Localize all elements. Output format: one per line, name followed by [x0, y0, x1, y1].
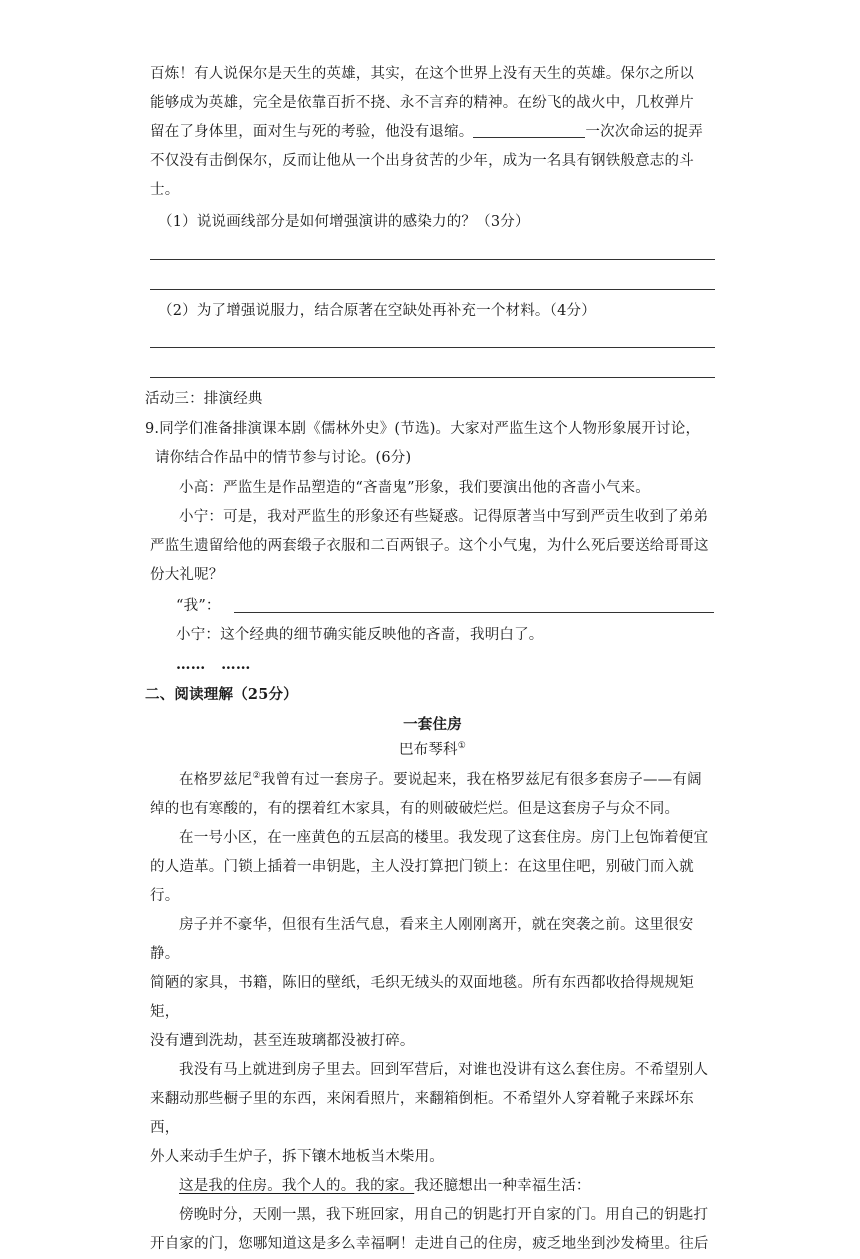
- speech-passage: [150, 60, 715, 205]
- article-body: [150, 766, 718, 1259]
- article-paragraph: 在一号小区，在一座黄色的五层高的楼里。我发现了这套住房。房门上包饰着便宜: [179, 830, 709, 846]
- passage-line: 留在了身体里，面对生与死的考验，他没有退缩。 一次次命运的捉弄: [150, 124, 704, 140]
- answer-line[interactable]: [150, 347, 715, 348]
- fill-blank[interactable]: [473, 123, 585, 138]
- article-paragraph: 这是我的住房。我个人的。我的家。我还臆想出一种幸福生活：: [179, 1178, 591, 1194]
- question-9: [145, 415, 720, 473]
- dialogue-xiaoning-cont: 严监生遗留给他的两套缎子衣服和二百两银子。这个小气鬼，为什么死后要送给哥哥这: [150, 538, 709, 554]
- dialogue-xiaogao: 小高：严监生是作品塑造的“吝啬鬼”形象，我们要演出他的吝啬小气来。: [179, 480, 650, 496]
- article-line: 没有遭到洗劫，甚至连玻璃都没被打碎。: [150, 1033, 415, 1049]
- footnote-marker: ①: [457, 741, 467, 751]
- dialogue-xiaoning-2: 小宁：这个经典的细节确实能反映他的吝啬，我明白了。: [176, 627, 544, 643]
- question-1: （1）说说画线部分是如何增强演讲的感染力的？（3分）: [158, 214, 530, 230]
- question-9-line: 请你结合作品中的情节参与讨论。(6分): [155, 450, 412, 466]
- underlined-sentence: 这是我的住房。我个人的。我的家。: [179, 1178, 415, 1194]
- article-paragraph: 我没有马上就进到房子里去。回到军营后，对谁也没讲有这么套住房。不希望别人: [179, 1062, 709, 1078]
- section-two-heading: 二、阅读理解（25分）: [145, 686, 298, 703]
- passage-line: 百炼！有人说保尔是天生的英雄，其实，在这个世界上没有天生的英雄。保尔之所以: [150, 66, 694, 82]
- ellipsis: …… ……: [176, 656, 251, 673]
- passage-line: 能够成为英雄，完全是依靠百折不挠、永不言弃的精神。在纷飞的战火中，几枚弹片: [150, 95, 694, 111]
- article-line: 绰的也有寒酸的，有的摆着红木家具，有的则破破烂烂。但是这套房子与众不同。: [150, 801, 680, 817]
- answer-line[interactable]: [234, 612, 714, 613]
- article-line: 外人来动手生炉子，拆下镶木地板当木柴用。: [150, 1149, 444, 1165]
- activity-three-heading: 活动三：排演经典: [145, 391, 263, 407]
- dialogue-xiaoning: 小宁：可是，我对严监生的形象还有些疑惑。记得原著当中写到严贡生收到了弟弟: [179, 509, 709, 525]
- dialogue-xiaoning-cont: 份大礼呢？: [150, 567, 224, 583]
- article-author: 巴布琴科①: [398, 741, 467, 758]
- dialogue-wo-label: “我”：: [176, 598, 221, 614]
- article-paragraph: 房子并不豪华，但很有生活气息，看来主人刚刚离开，就在突袭之前。这里很安静。: [150, 917, 694, 962]
- article-line: 开自家的门，您哪知道这是多么幸福啊！走进自己的住房，疲乏地坐到沙发椅里。往后: [150, 1236, 709, 1252]
- answer-line[interactable]: [150, 289, 715, 290]
- article-line: 简陋的家具，书籍，陈旧的壁纸，毛织无绒头的双面地毯。所有东西都收拾得规规矩矩，: [150, 975, 694, 1020]
- answer-line[interactable]: [150, 259, 715, 260]
- discussion: [150, 474, 720, 590]
- answer-line[interactable]: [150, 377, 715, 378]
- question-9-line: 9.同学们准备排演课本剧《儒林外史》(节选)。大家对严监生这个人物形象展开讨论，: [145, 421, 701, 437]
- footnote-marker: ②: [252, 771, 261, 781]
- article-line: 的人造革。门锁上插着一串钥匙，主人没打算把门锁上：在这里住吧，别破门而入就行。: [150, 859, 694, 904]
- question-2: （2）为了增强说服力，结合原著在空缺处再补充一个材料。（4分）: [158, 303, 596, 319]
- article-line: 来翻动那些橱子里的东西，来闲看照片，来翻箱倒柜。不希望外人穿着靴子来踩坏东西，: [150, 1091, 694, 1136]
- article-paragraph: 傍晚时分，天刚一黑，我下班回家，用自己的钥匙打开自家的门。用自己的钥匙打: [179, 1207, 709, 1223]
- article-paragraph: 在格罗兹尼②我曾有过一套房子。要说起来，我在格罗兹尼有很多套房子——有阔: [179, 771, 702, 788]
- article-title: 一套住房: [403, 716, 462, 733]
- passage-line: 士。: [150, 182, 180, 198]
- passage-line: 不仅没有击倒保尔，反而让他从一个出身贫苦的少年，成为一名具有钢铁般意志的斗: [150, 153, 694, 169]
